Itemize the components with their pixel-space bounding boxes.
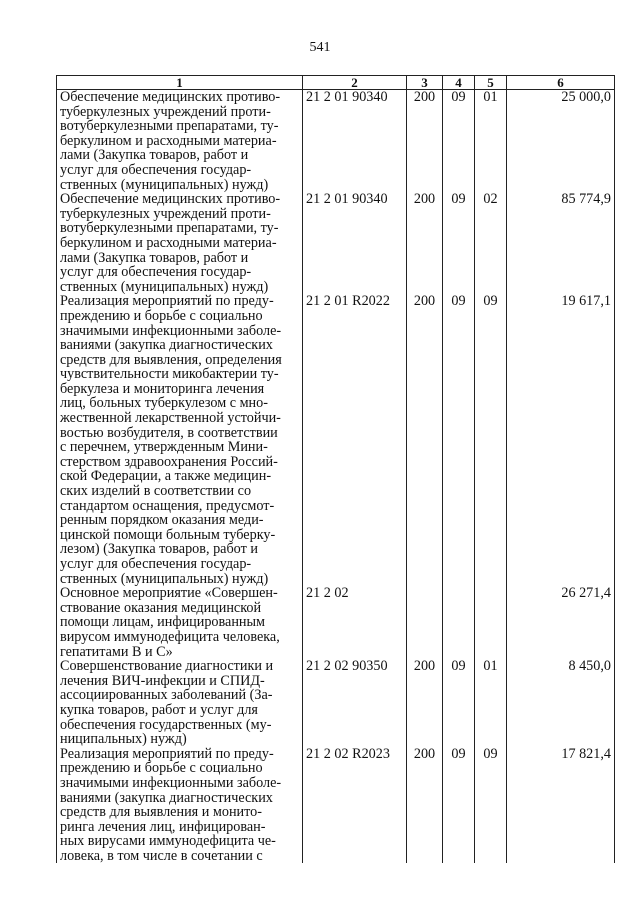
description-line: лиц, больных туберкулезом с мно-: [60, 395, 268, 412]
target-article-code: 21 2 01 90340: [303, 90, 407, 193]
subsection-code: 01: [475, 90, 507, 193]
description-line: ственных (муниципальных) нужд): [60, 176, 269, 193]
description-line: беркулином и расходными материа-: [60, 132, 277, 149]
description-line: ловека, в том числе в сочетании с: [60, 847, 263, 864]
amount-value: 25 000,0: [507, 90, 615, 193]
section-code: 09: [443, 90, 475, 193]
description-line: средств для выявления, определения: [60, 351, 282, 368]
target-article-code: 21 2 02: [303, 586, 407, 659]
description-line: стандартом оснащения, предусмот-: [60, 497, 275, 514]
table-row: [57, 659, 615, 747]
description-line: ассоциированных заболеваний (За-: [60, 687, 273, 704]
description-line: ниципальных) нужд): [60, 731, 187, 748]
target-article-code: 21 2 01 90340: [303, 192, 407, 294]
table-row: [57, 294, 615, 586]
section-code: 09: [443, 294, 475, 586]
description-line: значимыми инфекционными заболе-: [60, 322, 282, 339]
description-line: ринга лечения лиц, инфицирован-: [60, 818, 266, 835]
amount-value: 19 617,1: [507, 294, 615, 586]
table-row: [57, 192, 615, 294]
description-line: стерством здравоохранения Россий-: [60, 453, 278, 470]
expense-type-code: 200: [407, 192, 443, 294]
section-code: 09: [443, 747, 475, 864]
description-line: вотуберкулезными препаратами, ту-: [60, 118, 279, 135]
description-line: Реализация мероприятий по преду-: [60, 293, 274, 310]
description-line: лами (Закупка товаров, работ и: [60, 147, 249, 164]
table-row: [57, 90, 615, 193]
description-line: вирусом иммунодефицита человека,: [60, 628, 280, 645]
description-line: ваниями (закупка диагностических: [60, 337, 273, 354]
subsection-code: 09: [475, 294, 507, 586]
row-description: [57, 586, 303, 659]
subsection-code: 02: [475, 192, 507, 294]
description-line: Основное мероприятие «Совершен-: [60, 585, 278, 602]
amount-value: 26 271,4: [507, 586, 615, 659]
description-line: с перечнем, утвержденным Мини-: [60, 439, 268, 456]
target-article-code: 21 2 02 90350: [303, 659, 407, 747]
description-line: средств для выявления и монито-: [60, 804, 262, 821]
amount-value: 8 450,0: [507, 659, 615, 747]
subsection-code: [475, 586, 507, 659]
column-header-1: 1: [57, 76, 303, 90]
row-description: [57, 659, 303, 747]
description-line: ваниями (закупка диагностических: [60, 789, 273, 806]
subsection-code: 09: [475, 747, 507, 864]
description-line: ных вирусами иммунодефицита че-: [60, 833, 276, 850]
table-row: [57, 747, 615, 864]
row-description: [57, 90, 303, 193]
amount-value: 85 774,9: [507, 192, 615, 294]
description-line: гепатитами В и С»: [60, 643, 173, 660]
column-header-5: 5: [475, 76, 507, 90]
description-line: туберкулезных учреждений проти-: [60, 205, 271, 222]
target-article-code: 21 2 01 R2022: [303, 294, 407, 586]
expense-type-code: 200: [407, 747, 443, 864]
description-line: преждению и борьбе с социально: [60, 760, 263, 777]
description-line: значимыми инфекционными заболе-: [60, 774, 282, 791]
description-line: ренным порядком оказания меди-: [60, 512, 264, 529]
description-line: купка товаров, работ и услуг для: [60, 701, 258, 718]
description-line: чувствительности микобактерии ту-: [60, 366, 279, 383]
amount-value: 17 821,4: [507, 747, 615, 864]
page-number: 541: [309, 40, 331, 55]
description-line: услуг для обеспечения государ-: [60, 161, 252, 178]
description-line: цинской помощи больным туберку-: [60, 526, 276, 543]
description-line: Обеспечение медицинских противо-: [60, 89, 281, 105]
description-line: ственных (муниципальных) нужд): [60, 570, 269, 587]
description-line: услуг для обеспечения государ-: [60, 264, 252, 281]
description-line: лезом) (Закупка товаров, работ и: [60, 541, 258, 558]
expense-type-code: [407, 586, 443, 659]
description-line: вотуберкулезными препаратами, ту-: [60, 220, 279, 237]
header-row: [57, 76, 615, 90]
table-row: [57, 586, 615, 659]
description-line: туберкулезных учреждений проти-: [60, 103, 271, 120]
description-line: Обеспечение медицинских противо-: [60, 191, 281, 208]
description-line: помощи лицам, инфицированным: [60, 614, 266, 631]
description-line: преждению и борьбе с социально: [60, 307, 263, 324]
description-line: ственных (муниципальных) нужд): [60, 278, 269, 295]
expense-type-code: 200: [407, 294, 443, 586]
column-header-4: 4: [443, 76, 475, 90]
description-line: Реализация мероприятий по преду-: [60, 745, 274, 762]
description-line: услуг для обеспечения государ-: [60, 556, 252, 572]
table-body: [57, 90, 615, 864]
description-line: жественной лекарственной устойчи-: [60, 410, 281, 427]
expense-type-code: 200: [407, 659, 443, 747]
description-line: лами (Закупка товаров, работ и: [60, 249, 249, 266]
description-line: ствование оказания медицинской: [60, 599, 262, 616]
description-line: обеспечения государственных (му-: [60, 716, 272, 733]
column-header-3: 3: [407, 76, 443, 90]
column-header-6: 6: [507, 76, 615, 90]
row-description: [57, 747, 303, 864]
description-line: ской Федерации, а также медицин-: [60, 468, 272, 485]
column-header-2: 2: [303, 76, 407, 90]
section-code: 09: [443, 659, 475, 747]
description-line: беркулином и расходными материа-: [60, 234, 277, 251]
description-line: востью возбудителя, в соответствии: [60, 424, 278, 441]
section-code: 09: [443, 192, 475, 294]
description-line: Совершенствование диагностики и: [60, 658, 274, 675]
target-article-code: 21 2 02 R2023: [303, 747, 407, 864]
description-line: лечения ВИЧ-инфекции и СПИД-: [60, 672, 265, 689]
description-line: беркулеза и мониторинга лечения: [60, 380, 265, 397]
row-description: [57, 192, 303, 294]
subsection-code: 01: [475, 659, 507, 747]
section-code: [443, 586, 475, 659]
budget-table: [56, 75, 615, 863]
description-line: ских изделий в соответствии со: [60, 483, 252, 500]
expense-type-code: 200: [407, 90, 443, 193]
row-description: [57, 294, 303, 586]
